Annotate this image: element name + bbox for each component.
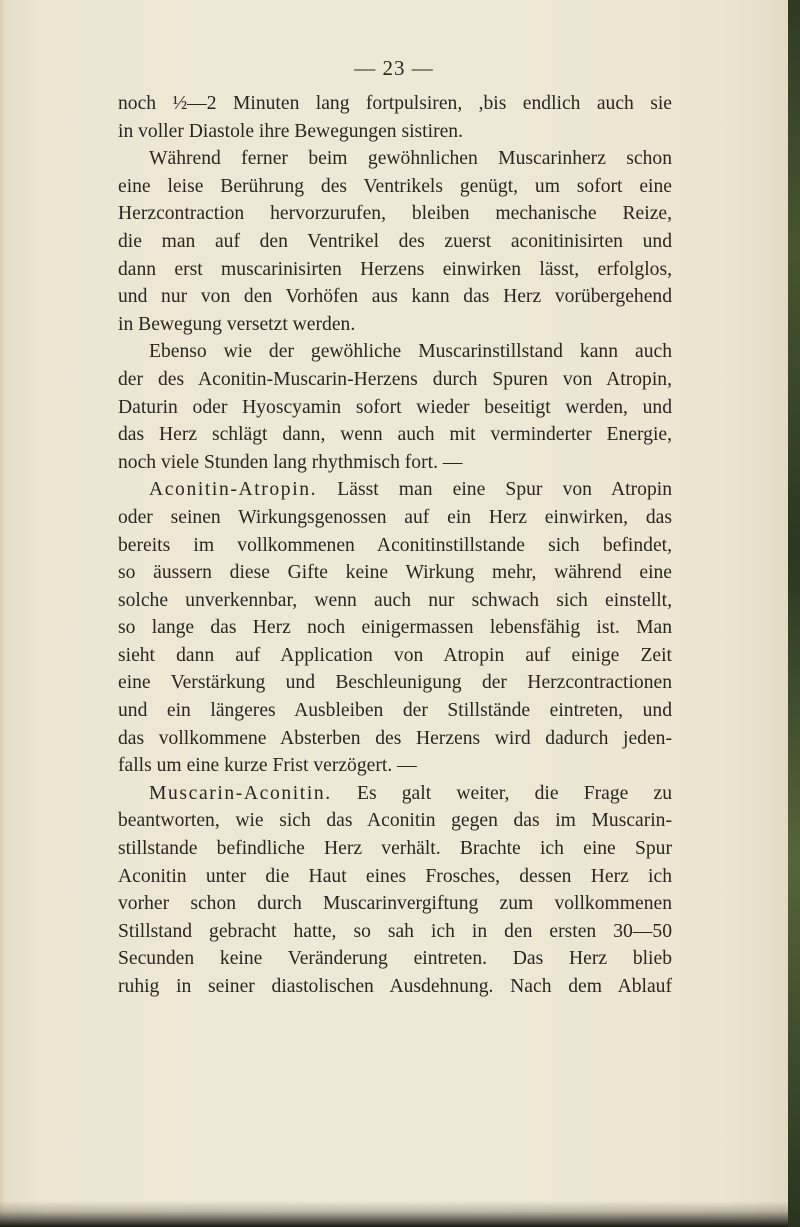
text-line: dann erst muscarinisirten Herzens einwirken lässt, erfolglos, xyxy=(118,258,672,280)
text-line: Secunden keine Veränderung eintreten. Das Herz blieb xyxy=(118,948,672,970)
text-line: eine Verstärkung und Beschleunigung der Herzcontractionen xyxy=(118,672,672,694)
text-line-rest: Es galt weiter, die Frage zu xyxy=(331,782,672,804)
text-line: solche unverkennbar, wenn auch nur schwach sich einstellt, xyxy=(118,589,672,611)
text-line: Stillstand gebracht hatte, so sah ich in den ersten 30—50 xyxy=(118,920,672,942)
text-line: und ein längeres Ausbleiben der Stillstände eintreten, und xyxy=(118,700,672,722)
text-line: oder seinen Wirkungsgenossen auf ein Herz einwirken, das xyxy=(118,506,672,528)
section-heading: Aconitin-Atropin. xyxy=(149,479,318,501)
text-line: noch ½—2 Minuten lang fortpulsiren, ,bis endlich auch sie xyxy=(118,93,672,114)
text-line-rest: Lässt man eine Spur von Atropin xyxy=(317,479,672,501)
section-heading: Muscarin-Aconitin. xyxy=(149,782,332,804)
text-line xyxy=(118,476,672,504)
text-line: noch viele Stunden lang rhythmisch fort. — xyxy=(118,451,463,473)
body-text xyxy=(118,90,672,1001)
text-line: bereits im vollkommenen Aconitinstillstande sich befindet, xyxy=(118,534,672,556)
page-number: — 23 — xyxy=(354,56,434,80)
text-line: der des Aconitin-Muscarin-Herzens durch Spuren von Atropin, xyxy=(118,368,672,390)
text-line: und nur von den Vorhöfen aus kann das Herz vorübergehend xyxy=(118,286,672,308)
text-line: Aconitin unter die Haut eines Frosches, dessen Herz ich xyxy=(118,865,672,887)
page-bottom-shadow xyxy=(0,1201,788,1227)
text-line: ruhig in seiner diastolischen Ausdehnung. Nach dem Ablauf xyxy=(118,976,672,997)
text-line: so lange das Herz noch einigermassen lebensfähig ist. Man xyxy=(118,617,672,639)
text-line: Herzcontraction hervorzurufen, bleiben mechanische Reize, xyxy=(118,203,672,225)
text-line: die man auf den Ventrikel des zuerst aconitinisirten und xyxy=(118,230,672,252)
text-line: falls um eine kurze Frist verzögert. — xyxy=(118,755,417,777)
text-line: so äussern diese Gifte keine Wirkung mehr, während eine xyxy=(118,562,672,584)
text-line: vorher schon durch Muscarinvergiftung zum vollkommenen xyxy=(118,893,672,915)
book-spine-edge xyxy=(788,0,800,1227)
text-line: sieht dann auf Application von Atropin auf einige Zeit xyxy=(118,644,672,666)
text-line: in Bewegung versetzt werden. xyxy=(118,313,356,335)
page-left-edge xyxy=(0,0,6,1227)
text-line: Ebenso wie der gewöhliche Muscarinstillstand kann auch xyxy=(149,341,672,363)
text-line: in voller Diastole ihre Bewegungen sistiren. xyxy=(118,120,463,142)
text-line xyxy=(118,780,672,808)
text-line: eine leise Berührung des Ventrikels genügt, um sofort eine xyxy=(118,175,672,197)
text-line: beantworten, wie sich das Aconitin gegen das im Muscarin- xyxy=(118,810,672,832)
text-line: Daturin oder Hyoscyamin sofort wieder beseitigt werden, und xyxy=(118,396,672,418)
text-line: stillstande befindliche Herz verhält. Brachte ich eine Spur xyxy=(118,838,672,860)
text-line: Während ferner beim gewöhnlichen Muscarinherz schon xyxy=(149,148,672,170)
text-line: das vollkommene Absterben des Herzens wird dadurch jeden- xyxy=(118,727,672,749)
text-line: das Herz schlägt dann, wenn auch mit verminderter Energie, xyxy=(118,424,672,446)
